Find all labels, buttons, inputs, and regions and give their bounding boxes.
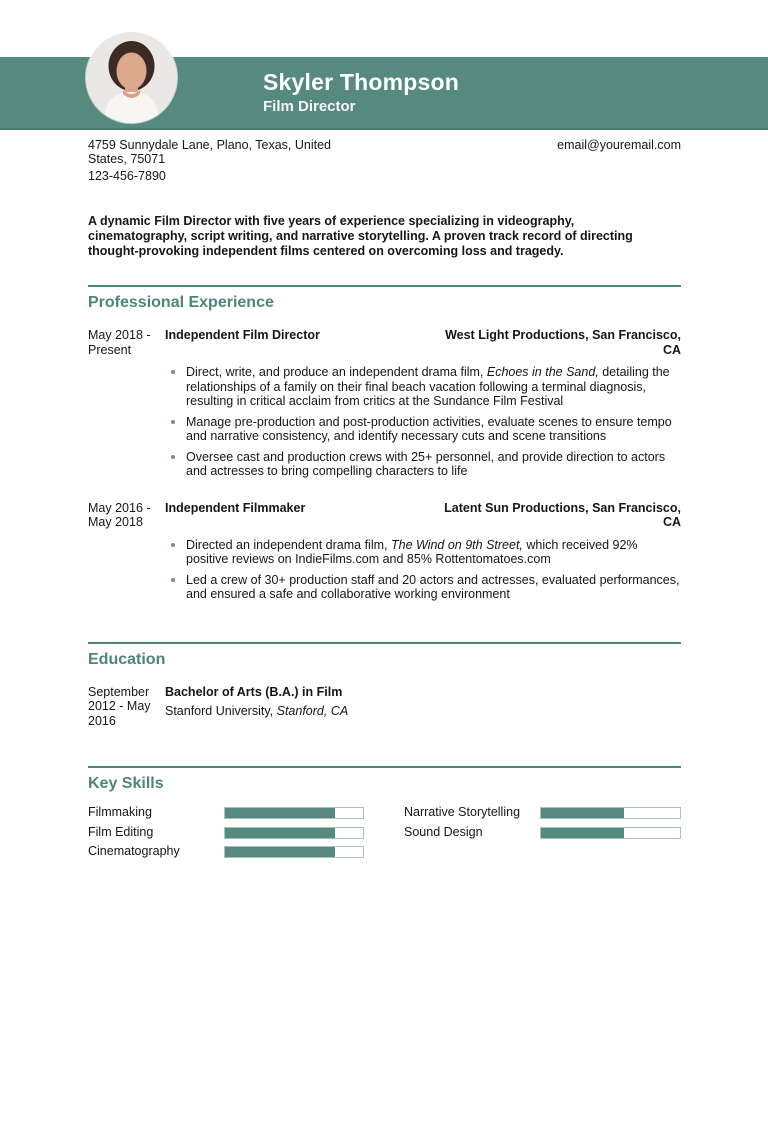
school-location: Stanford, CA [276,704,349,718]
skill-bar-sound-design [540,827,681,839]
skill-bar-narrative-storytelling [540,807,681,819]
person-job-title: Film Director [263,98,356,115]
bullet-text: Oversee cast and production crews with 25+ personnel, and provide direction to actors and actresses to bring compelling characters to life [186,449,666,478]
experience-2-role: Independent Filmmaker [165,500,306,515]
phone-number: 123-456-7890 [88,169,166,183]
skill-label-cinematography: Cinematography [88,844,180,858]
address-line-2: States, 75071 [88,152,166,166]
email-address: email@youremail.com [557,138,681,152]
experience-1-company: West Light Productions, San Francisco, CA [445,328,681,357]
skill-label-narrative-storytelling: Narrative Storytelling [404,805,521,819]
experience-1-dates: May 2018 - Present [88,328,151,357]
skill-bar-fill [541,808,624,818]
skill-label-sound-design: Sound Design [404,824,483,839]
skill-bar-cinematography [224,846,364,858]
skill-bar-fill [225,808,335,818]
bullet-item [165,538,681,567]
education-divider [88,642,681,644]
bullet-italic-text: Echoes in the Sand, [486,365,599,379]
education-body [165,685,681,729]
bullet-item [165,415,681,444]
contact-section [88,138,681,183]
skill-label-film-editing: Film Editing [88,824,154,839]
experience-2-company: Latent Sun Productions, San Francisco, CA [444,500,681,529]
summary-paragraph: A dynamic Film Director with five years of experience specializing in videography, cinematography, script writing, and narrative storytelling. A proven track record of directing thought-provoking independent films centered on overcoming loss and tragedy. [88,214,633,258]
skill-bar-fill [541,828,624,838]
bullet-italic-text: The Wind on 9th Street, [390,537,523,552]
profile-photo-icon [86,32,177,123]
header-band [0,57,768,130]
experience-2-title-row [165,501,681,530]
person-name: Skyler Thompson [263,69,459,95]
education-school [165,704,681,719]
education-degree: Bachelor of Arts (B.A.) in Film [165,684,343,699]
bullet-text: Directed an independent drama film, [186,537,391,552]
skill-bar-fill [225,847,335,857]
skill-bar-fill [225,828,335,838]
experience-entry-2 [88,501,681,608]
experience-entry-1 [88,328,681,485]
experience-divider [88,285,681,287]
education-entry [88,685,681,729]
avatar [86,32,177,123]
resume-page [0,57,768,859]
skill-bar-film-editing [224,827,364,839]
skill-label-filmmaking: Filmmaking [88,805,152,819]
bullet-text: detailing the relationships of a family on their final beach vacation following a terminal diagnosis, resulting in critical acclaim from critics at the Sundance Film Festival [186,365,670,408]
bullet-text: Led a crew of 30+ production staff and 20 actors and actresses, evaluated performances, and ensured a safe and collaborative working environment [186,572,680,601]
experience-2-dates: May 2016 - May 2018 [88,500,151,529]
skill-bar-filmmaking [224,807,364,819]
experience-1-title-row [165,328,681,357]
contact-left [88,138,331,183]
bullet-item [165,365,681,409]
bullet-text: Manage pre-production and post-production activities, evaluate scenes to ensure tempo and narrative consistency, and identify necessary cuts and scene transitions [186,414,672,443]
experience-2-bullets [165,538,681,602]
experience-1-role: Independent Film Director [165,328,320,342]
bullet-item [165,450,681,479]
section-heading-skills: Key Skills [88,775,164,792]
education-dates: September 2012 - May 2016 [88,684,151,728]
bullet-item [165,573,681,602]
experience-1-bullets [165,365,681,479]
bullet-text: which received 92% positive reviews on IndieFilms.com and 85% Rottentomatoes.com [186,537,638,566]
experience-1-body [165,328,681,485]
section-heading-education: Education [88,650,166,668]
section-heading-experience: Professional Experience [88,294,274,311]
skills-grid [88,806,681,859]
school-name: Stanford University, [165,704,277,718]
skills-divider [88,766,681,768]
experience-2-body [165,501,681,608]
bullet-text: Direct, write, and produce an independent drama film, [186,365,487,379]
address-line-1: 4759 Sunnydale Lane, Plano, Texas, United [88,138,332,152]
